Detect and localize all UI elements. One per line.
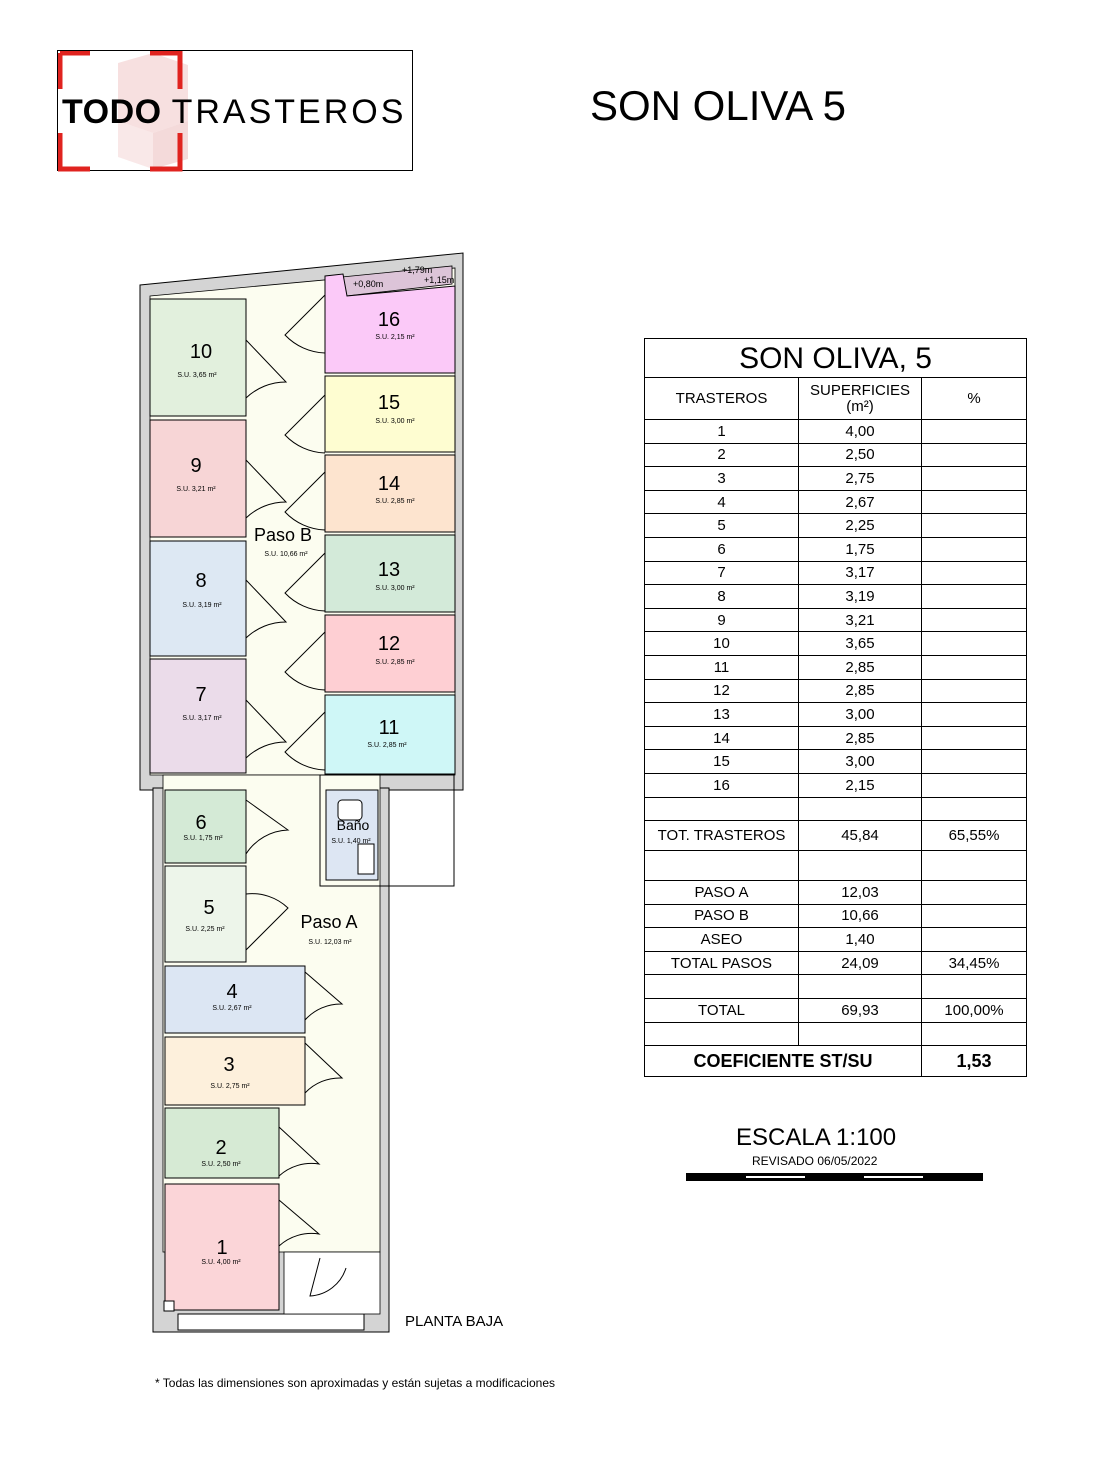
- paso-a-label: Paso A: [300, 912, 358, 932]
- table-cell: 4: [645, 490, 799, 514]
- table-row: [645, 443, 1027, 467]
- table-cell: 11: [645, 655, 799, 679]
- unit-area: S.U. 3,00 m²: [375, 418, 415, 425]
- header-superficies: [799, 378, 922, 420]
- page-title: SON OLIVA 5: [590, 82, 846, 129]
- unit-area: S.U. 2,67 m²: [212, 1005, 252, 1012]
- unit-area: S.U. 2,85 m²: [367, 742, 407, 749]
- table-row: [645, 750, 1027, 774]
- unit-area: S.U. 2,75 m²: [210, 1083, 250, 1090]
- table-cell: [922, 585, 1027, 609]
- table-cell: [922, 726, 1027, 750]
- table-cell: [922, 797, 1027, 821]
- total-trasteros-row: [645, 821, 1027, 851]
- table-row: [645, 904, 1027, 928]
- table-cell: [799, 975, 922, 999]
- elevation-115: +1,15m: [424, 275, 455, 285]
- paso-b-area: S.U. 10,66 m²: [264, 551, 308, 558]
- table-cell: 10,66: [799, 904, 922, 928]
- sink-icon: [358, 844, 374, 874]
- unit-4: [165, 966, 305, 1033]
- table-row: [645, 632, 1027, 656]
- scale-segment: [805, 1174, 864, 1180]
- table-cell: [922, 1022, 1027, 1046]
- unit-area: S.U. 3,21 m²: [176, 486, 216, 493]
- header-superficies-unit: (m²): [846, 397, 874, 415]
- table-row: [645, 420, 1027, 444]
- coef-value: 1,53: [922, 1046, 1027, 1077]
- footnote: * Todas las dimensiones son aproximadas y están sujetas a modificaciones: [155, 1376, 555, 1390]
- table-cell: 3,19: [799, 585, 922, 609]
- table-cell: 3,21: [799, 608, 922, 632]
- table-blank-row: [645, 797, 1027, 821]
- table-cell: [922, 750, 1027, 774]
- table-row: [645, 467, 1027, 491]
- entrance-area: [284, 1252, 380, 1314]
- coeficiente-row: [645, 1046, 1027, 1077]
- unit-2: [165, 1108, 279, 1178]
- table-cell: 65,55%: [922, 821, 1027, 851]
- unit-1: [165, 1184, 279, 1310]
- table-cell: 45,84: [799, 821, 922, 851]
- table-row: [645, 928, 1027, 952]
- table-cell: 2,85: [799, 726, 922, 750]
- table-cell: 2,85: [799, 679, 922, 703]
- table-cell: [922, 632, 1027, 656]
- scale-segment: [746, 1174, 805, 1180]
- table-cell: 3: [645, 467, 799, 491]
- table-cell: 2,25: [799, 514, 922, 538]
- table-cell: 69,93: [799, 999, 922, 1023]
- table-row: [645, 537, 1027, 561]
- unit-area: S.U. 2,25 m²: [185, 926, 225, 933]
- table-cell: 16: [645, 773, 799, 797]
- table-row: [645, 773, 1027, 797]
- table-cell: 9: [645, 608, 799, 632]
- table-row: [645, 951, 1027, 975]
- scale-segment: [687, 1174, 746, 1180]
- table-cell: 2: [645, 443, 799, 467]
- unit-area: S.U. 3,00 m²: [375, 585, 415, 592]
- unit-10: [150, 299, 246, 416]
- table-cell: 2,15: [799, 773, 922, 797]
- table-blank-row: [645, 975, 1027, 999]
- table-row: [645, 881, 1027, 905]
- paso-a-area: S.U. 12,03 m²: [308, 939, 352, 946]
- table-cell: 2,85: [799, 655, 922, 679]
- logo-light-word: TRASTEROS: [171, 93, 407, 131]
- logo-bold-word: TODO: [62, 93, 162, 131]
- table-row: [645, 585, 1027, 609]
- unit-number: 3: [223, 1054, 235, 1076]
- scale-segment: [923, 1174, 982, 1180]
- bano-label: Baño: [336, 817, 370, 833]
- header-superficies-label: SUPERFICIES: [809, 381, 911, 399]
- table-cell: 5: [645, 514, 799, 538]
- table-cell: 1,40: [799, 928, 922, 952]
- header-percent: %: [922, 378, 1027, 420]
- table-row: [645, 679, 1027, 703]
- revision-date: REVISADO 06/05/2022: [752, 1154, 878, 1168]
- table-cell: [922, 490, 1027, 514]
- table-cell: [799, 1022, 922, 1046]
- unit-13: [325, 535, 455, 612]
- table-cell: 3,17: [799, 561, 922, 585]
- table-cell: 15: [645, 750, 799, 774]
- table-cell: 1,75: [799, 537, 922, 561]
- table-cell: 2,67: [799, 490, 922, 514]
- unit-12: [325, 615, 455, 692]
- table-cell: 12: [645, 679, 799, 703]
- unit-area: S.U. 3,17 m²: [182, 715, 222, 722]
- table-cell: 12,03: [799, 881, 922, 905]
- unit-area: S.U. 4,00 m²: [201, 1259, 241, 1266]
- unit-6: [165, 790, 246, 863]
- table-cell: [645, 1022, 799, 1046]
- table-cell: [922, 443, 1027, 467]
- unit-number: 5: [203, 897, 215, 919]
- table-cell: 2,75: [799, 467, 922, 491]
- unit-7: [150, 659, 246, 773]
- unit-8: [150, 541, 246, 656]
- table-row: [645, 655, 1027, 679]
- table-cell: 14: [645, 726, 799, 750]
- unit-9: [150, 420, 246, 537]
- table-blank-row: [645, 1022, 1027, 1046]
- table-cell: TOT. TRASTEROS: [645, 821, 799, 851]
- unit-number: 4: [226, 981, 238, 1003]
- elevation-080: +0,80m: [353, 279, 384, 289]
- table-row: [645, 726, 1027, 750]
- scale-segment: [864, 1174, 923, 1180]
- unit-area: S.U. 3,65 m²: [177, 372, 217, 379]
- table-cell: [922, 537, 1027, 561]
- table-cell: 34,45%: [922, 951, 1027, 975]
- table-cell: [922, 561, 1027, 585]
- downpipe-icon: [164, 1301, 174, 1311]
- table-cell: [799, 851, 922, 881]
- table-cell: 10: [645, 632, 799, 656]
- unit-number: 16: [377, 309, 401, 331]
- table-row: [645, 608, 1027, 632]
- table-cell: 6: [645, 537, 799, 561]
- unit-area: S.U. 2,85 m²: [375, 659, 415, 666]
- unit-area: S.U. 2,85 m²: [375, 498, 415, 505]
- unit-number: 6: [195, 812, 207, 834]
- unit-number: 12: [377, 633, 401, 655]
- table-cell: 1: [645, 420, 799, 444]
- unit-number: 2: [215, 1137, 227, 1159]
- table-cell: [922, 904, 1027, 928]
- unit-number: 13: [377, 559, 401, 581]
- table-blank-row: [645, 851, 1027, 881]
- paso-b-label: Paso B: [253, 525, 313, 545]
- table-row: [645, 703, 1027, 727]
- table-cell: 2,50: [799, 443, 922, 467]
- unit-number: 10: [189, 341, 213, 363]
- table-cell: [922, 608, 1027, 632]
- table-cell: 3,00: [799, 703, 922, 727]
- plant-label: PLANTA BAJA: [405, 1313, 504, 1330]
- total-row: [645, 999, 1027, 1023]
- scale-bar: [686, 1173, 983, 1181]
- table-cell: [645, 797, 799, 821]
- bano-area: S.U. 1,40 m²: [331, 838, 371, 845]
- table-title: SON OLIVA, 5: [645, 339, 1027, 378]
- header-trasteros: TRASTEROS: [645, 378, 799, 420]
- unit-3: [165, 1037, 305, 1105]
- unit-number: 11: [378, 717, 400, 739]
- scale-title: ESCALA 1:100: [736, 1124, 897, 1151]
- table-cell: 4,00: [799, 420, 922, 444]
- unit-area: S.U. 2,15 m²: [375, 334, 415, 341]
- table-cell: [922, 928, 1027, 952]
- unit-area: S.U. 1,75 m²: [183, 835, 223, 842]
- table-cell: PASO A: [645, 881, 799, 905]
- table-row: [645, 514, 1027, 538]
- elevation-179: +1,79m: [402, 265, 433, 275]
- table-row: [645, 490, 1027, 514]
- table-cell: 7: [645, 561, 799, 585]
- table-row: [645, 561, 1027, 585]
- table-cell: [645, 975, 799, 999]
- table-cell: TOTAL: [645, 999, 799, 1023]
- table-cell: [922, 773, 1027, 797]
- table-cell: [922, 975, 1027, 999]
- table-cell: [922, 655, 1027, 679]
- unit-number: 7: [195, 684, 207, 706]
- unit-area: S.U. 3,19 m²: [182, 602, 222, 609]
- table-cell: [922, 881, 1027, 905]
- coef-label: COEFICIENTE ST/SU: [645, 1046, 922, 1077]
- table-cell: [799, 797, 922, 821]
- table-cell: 3,65: [799, 632, 922, 656]
- unit-area: S.U. 2,50 m²: [201, 1161, 241, 1168]
- unit-number: 8: [195, 570, 207, 592]
- unit-14: [325, 455, 455, 532]
- table-cell: PASO B: [645, 904, 799, 928]
- table-cell: 8: [645, 585, 799, 609]
- table-cell: [922, 514, 1027, 538]
- unit-number: 14: [377, 473, 401, 495]
- table-cell: 100,00%: [922, 999, 1027, 1023]
- unit-number: 9: [190, 455, 202, 477]
- table-cell: TOTAL PASOS: [645, 951, 799, 975]
- table-cell: 13: [645, 703, 799, 727]
- table-cell: 24,09: [799, 951, 922, 975]
- table-cell: [922, 703, 1027, 727]
- table-cell: ASEO: [645, 928, 799, 952]
- table-cell: [922, 420, 1027, 444]
- table-cell: [922, 467, 1027, 491]
- table-cell: [922, 851, 1027, 881]
- table-cell: 3,00: [799, 750, 922, 774]
- table-cell: [645, 851, 799, 881]
- unit-15: [325, 376, 455, 452]
- unit-5: [165, 866, 246, 962]
- unit-number: 1: [216, 1237, 228, 1259]
- unit-number: 15: [377, 392, 401, 414]
- area-table: [644, 338, 1027, 1077]
- table-cell: [922, 679, 1027, 703]
- unit-11: [325, 695, 455, 774]
